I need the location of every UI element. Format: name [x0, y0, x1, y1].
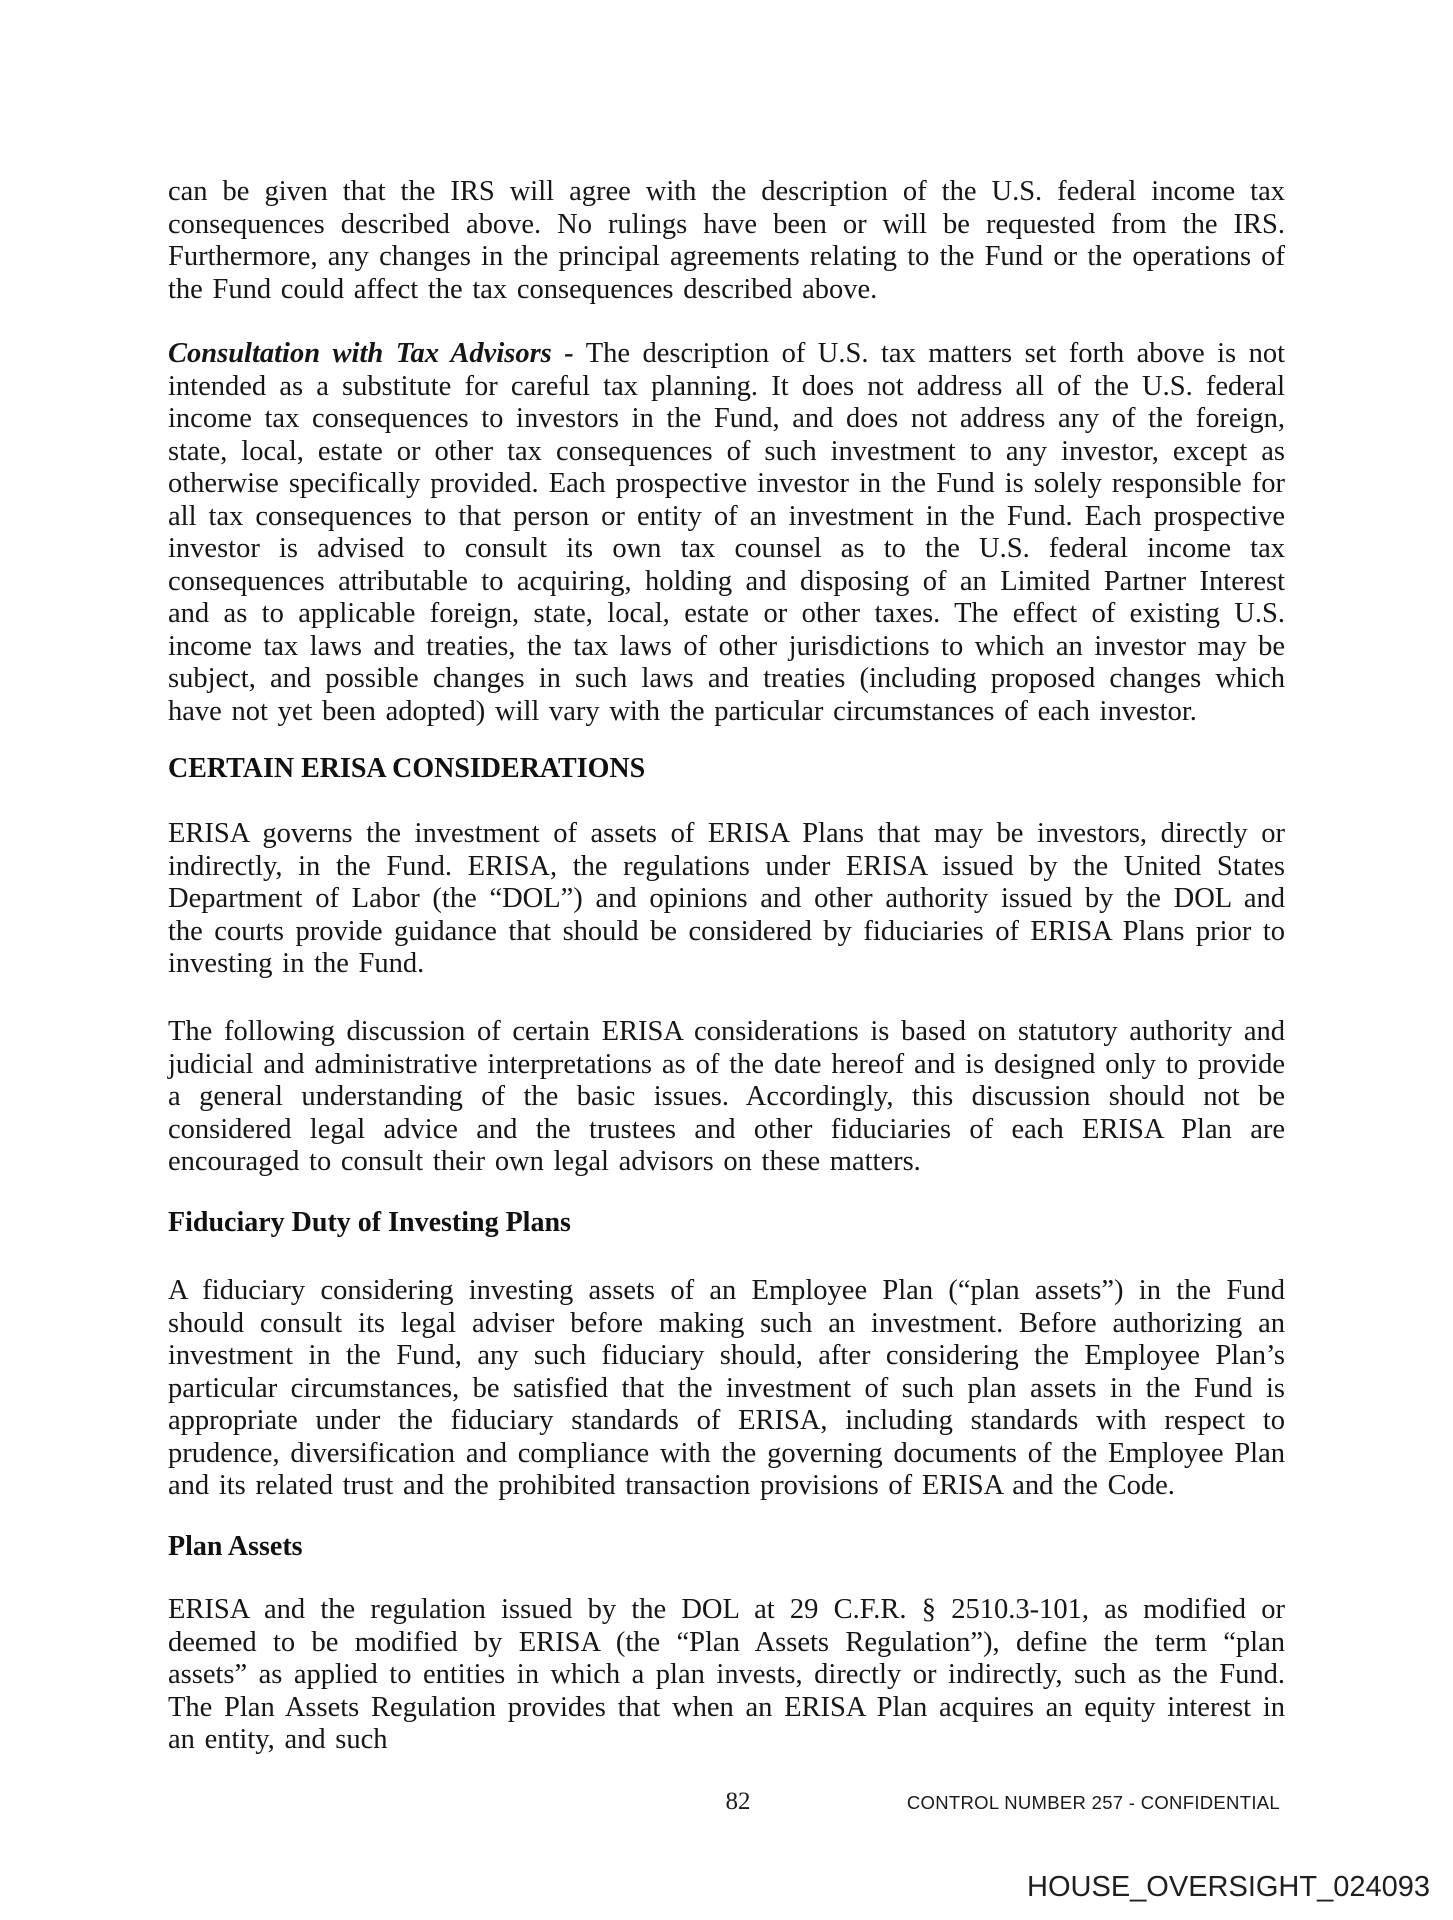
paragraph-fiduciary-considering: A fiduciary considering investing assets of an Employee Plan (“plan assets”) in the Fund should consult its legal adviser before making such an investment. Before authorizing an investment in the Fund, any such fiduciary should, after considering the Employee Plan’s particular circumstances, be satisfied that the investment of such plan assets in the Fund is appropriate under the fiduciary standards of ERISA, including standards with respect to prudence, diversification and compliance with the governing documents of the Employee Plan and its related trust and the prohibited transaction provisions of ERISA and the Code. [168, 1275, 1285, 1501]
heading-plan-assets: Plan Assets [168, 1531, 303, 1562]
tax-advisors-body-text: The description of U.S. tax matters set forth above is not intended as a substitute for careful tax planning. It does not address all of the U.S. federal income tax consequences to investors in the Fund, and does not address any of the foreign, state, local, estate or other tax consequences of such investment to any investor, except as otherwise specifically provided. Each prospective investor in the Fund is solely responsible for all tax consequences to that person or entity of an investment in the Fund. Each prospective investor is advised to consult its own tax counsel as to the U.S. federal income tax consequences attributable to acquiring, holding and disposing of an Limited Partner Interest and as to applicable foreign, state, local, estate or other taxes. The effect of existing U.S. income tax laws and treaties, the tax laws of other jurisdictions to which an investor may be subject, and possible changes in such laws and treaties (including proposed changes which have not yet been adopted) will vary with the particular circumstances of each investor. [168, 338, 1286, 727]
paragraph-plan-assets-regulation: ERISA and the regulation issued by the DOL at 29 C.F.R. § 2510.3-101, as modified or deemed to be modified by ERISA (the “Plan Assets Regulation”), define the term “plan assets” as applied to entities in which a plan invests, directly or indirectly, such as the Fund. The Plan Assets Regulation provides that when an ERISA Plan acquires an equity interest in an entity, and such [168, 1594, 1285, 1755]
bates-stamp: HOUSE_OVERSIGHT_024093 [1027, 1871, 1430, 1903]
paragraph-following-discussion: The following discussion of certain ERISA considerations is based on statutory authority and judicial and administrative interpretations as of the date hereof and is designed only to provide a general understanding of the basic issues. Accordingly, this discussion should not be considered legal advice and the trustees and other fiduciaries of each ERISA Plan are encouraged to consult their own legal advisors on these matters. [168, 1016, 1285, 1177]
heading-fiduciary-duty-of-investing-plans: Fiduciary Duty of Investing Plans [168, 1207, 571, 1238]
page-number: 82 [725, 1788, 751, 1815]
heading-certain-erisa-considerations: CERTAIN ERISA CONSIDERATIONS [168, 753, 646, 784]
paragraph-erisa-governs: ERISA governs the investment of assets of ERISA Plans that may be investors, directly or indirectly, in the Fund. ERISA, the regulations under ERISA issued by the United States Department of Labor (the “DOL”) and opinions and other authority issued by the DOL and the courts provide guidance that should be considered by fiduciaries of ERISA Plans prior to investing in the Fund. [168, 818, 1285, 979]
paragraph-tax-advisors [168, 338, 1285, 728]
tax-advisors-lead-label: Consultation with Tax Advisors - [168, 338, 574, 369]
paragraph-irs-consequences: can be given that the IRS will agree with the description of the U.S. federal income tax consequences described above. No rulings have been or will be requested from the IRS. Furthermore, any changes in the principal agreements relating to the Fund or the operations of the Fund could affect the tax consequences described above. [168, 176, 1285, 305]
footer-control-number: CONTROL NUMBER 257 - CONFIDENTIAL [906, 1792, 1280, 1813]
